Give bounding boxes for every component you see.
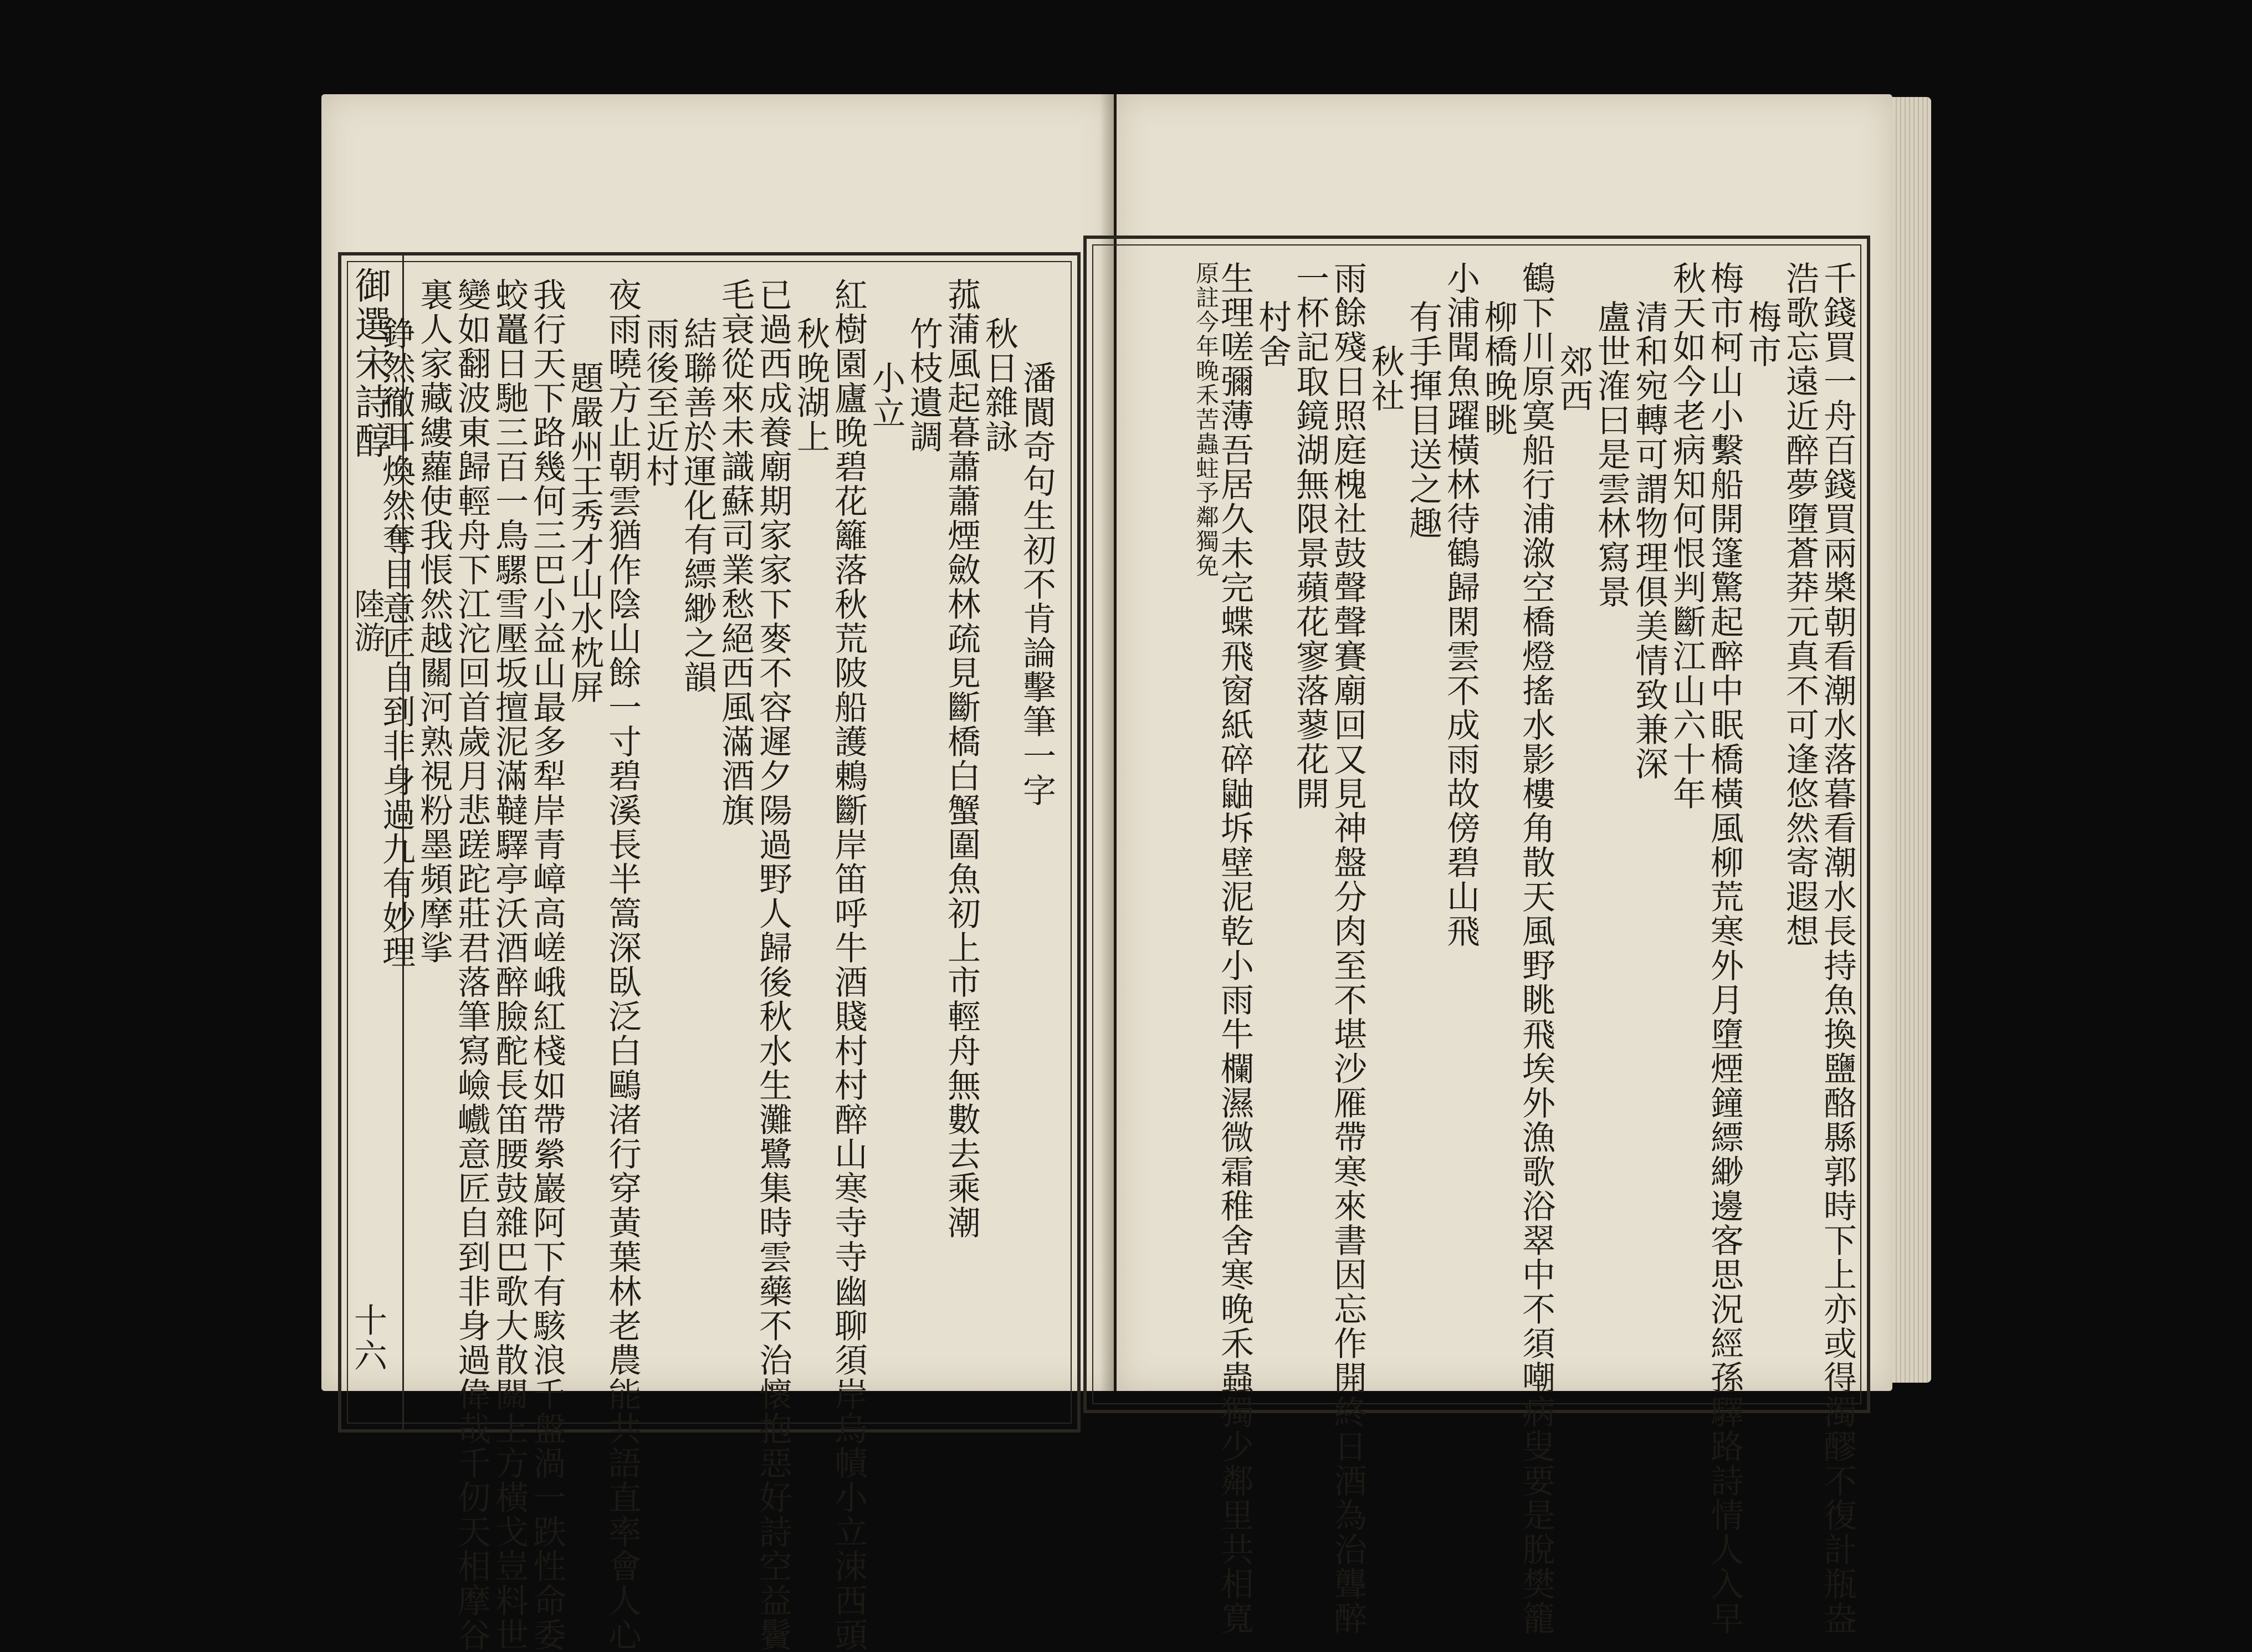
text-column: 秋晚湖上 [791,316,830,454]
text-column: 生理嗟彌薄吾居久未完蝶飛窗紙碎鼬坼壁泥乾小雨牛欄濕微霜稚舍寒晚禾蟲獨少鄰里共相寬 [1215,261,1254,1635]
text-column: 鶴下川原寞船行浦漵空橋燈搖水影樓角散天風野眺飛埃外漁歌浴翠中不須嘲病叟要是脫樊籠 [1517,261,1555,1635]
text-column: 題嚴州王秀才山水枕屏 [565,361,604,704]
text-column: 已過西成養廟期家家下麥不容遲夕陽過野人歸後秋水生灘鷺集時雲藥不治懷抱惡好詩空益鬢 [754,278,792,1652]
text-column: 一杯記取鏡湖無限景蘋花寥落蓼花開 [1291,261,1329,811]
text-column: 千錢買一舟百錢買兩槳朝看潮水落暮看潮水長持魚換鹽酪縣郭時下上亦或得濁醪不復計瓶盎 [1818,261,1857,1635]
right-text-columns [1120,261,1857,1635]
text-column: 夜雨曉方止朝雲猶作陰山餘一寸碧溪長半篙深臥泛白鷗渚行穿黃葉林老農能共語直率會人心 [603,278,642,1652]
text-column: 錚然徹耳煥然奪目意匠自到非身過九有妙理 [377,316,416,969]
text-column: 變如翻波東歸輕舟下江沱回首歲月悲蹉跎莊君落筆寫嶮巇意匠自到非身過偉哉千仞天相摩谷 [452,278,491,1652]
text-column: 竹枝遺調 [904,316,943,454]
text-column: 梅市 [1743,300,1782,369]
text-column: 雨後至近村 [641,316,679,488]
banner-page-number: 十六 [349,1303,387,1374]
banner-title: 御選宋詩醇 [349,267,391,461]
text-column: 秋社 [1366,344,1405,413]
text-column: 紅樹園廬晚碧花籬落秋荒陂船護鶇斷岸笛呼牛酒賤村村醉山寒寺寺幽聊須岸烏幘小立涑西頭 [829,278,868,1652]
text-column: 清和宛轉可謂物理俱美情致兼深 [1630,300,1668,781]
right-page [1117,94,1892,1635]
text-column: 秋天如今老病知何恨判斷江山六十年 [1667,261,1706,811]
left-page [321,94,1114,1652]
page-edges [1892,97,1931,1383]
right-text-frame [1083,236,1870,1635]
text-column: 秋日雜詠 [980,316,1018,454]
text-column: 我行天下路幾何三巴小益山最多犁岸青嶂高嵯峨紅棧如帶縈巖阿下有駭浪千盤渦一跌性命委 [528,278,566,1652]
text-column: 毛衰從來未識蘇司業愁絕西風滿酒旗 [716,278,755,827]
left-text-frame [338,252,1081,1652]
text-column: 郊西 [1554,344,1593,413]
text-column: 小浦聞魚躍橫林待鶴歸閑雲不成雨故傍碧山飛 [1441,261,1480,948]
left-text-columns [377,278,1056,1652]
text-column: 有手揮目送之趣 [1404,300,1442,540]
text-column: 梅市柯山小繫船開篷驚起醉中眠橋橫風柳荒寒外月墮煙鐘縹緲邊客思況經孫驛路詩情人入早 [1705,261,1744,1635]
text-column: 柳橋晚眺 [1479,300,1518,437]
text-column: 盧世㴶曰是雲林寫景 [1592,300,1631,609]
text-column: 蛟鼉日馳三百一鳥騾雪壓坂擅泥滿韃驛亭沃酒醉臉酡長笛腰鼓雜巴歌大散關上方橫戈豈料世 [490,278,529,1652]
text-column: 結聯善於運化有縹緲之韻 [678,316,717,694]
text-column: 小立 [867,361,905,429]
text-column: 菰蒲風起暮蕭蕭煙斂林疏見斷橋白蟹圍魚初上市輕舟無數去乘潮 [942,278,981,1240]
text-column: 潘閬奇句生初不肯論擊筆一字 [1017,361,1056,807]
text-column: 原註今年晚禾苦蟲蛀予鄰獨免 [1192,261,1220,578]
banner-author: 陸游 [349,588,385,654]
text-column: 村舍 [1253,300,1292,369]
text-column: 裏人家藏縷蘿使我悵然越關河熟視粉墨頻摩挲 [414,278,453,965]
text-column: 雨餘殘日照庭槐社鼓聲聲賽廟回又見神盤分肉至不堪沙雁帶寒來書因忘作開終日酒為治聾醉 [1328,261,1367,1635]
text-column: 浩歌忘遠近醉夢墮蒼莽元真不可逢悠然寄遐想 [1780,261,1819,948]
